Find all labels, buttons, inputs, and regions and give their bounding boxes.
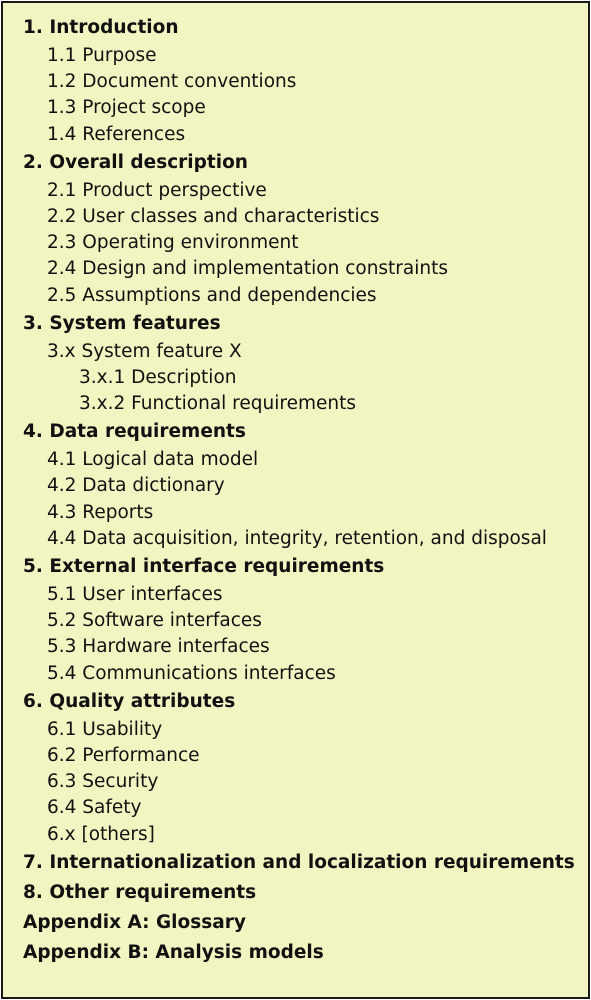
toc-item-safety: 6.4 Safety (47, 797, 142, 819)
toc-section-appendix-analysis-models: Appendix B: Analysis models (23, 941, 324, 963)
toc-item-functional-requirements: 3.x.2 Functional requirements (79, 393, 356, 415)
toc-section-internationalization: 7. Internationalization and localization requirements (23, 851, 575, 873)
toc-section-appendix-glossary: Appendix A: Glossary (23, 911, 246, 933)
toc-section-system-features: 3. System features (23, 312, 221, 334)
toc-section-other-requirements: 8. Other requirements (23, 881, 257, 903)
toc-section-external-interfaces: 5. External interface requirements (23, 556, 385, 577)
toc-section-overall-description: 2. Overall description (23, 151, 248, 173)
toc-item-reports: 4.3 Reports (47, 501, 154, 523)
toc-item-user-interfaces: 5.1 User interfaces (47, 584, 223, 605)
toc-item-references: 1.4 References (47, 123, 186, 145)
toc-section-introduction: 1. Introduction (23, 17, 179, 38)
toc-item-performance: 6.2 Performance (47, 744, 200, 766)
toc-item-design-constraints: 2.4 Design and implementation constraints (47, 258, 449, 280)
toc-panel (1, 1, 590, 999)
toc-item-data-dictionary: 4.2 Data dictionary (47, 475, 225, 497)
toc-item-security: 6.3 Security (47, 771, 159, 793)
toc-item-user-classes: 2.2 User classes and characteristics (47, 205, 380, 227)
toc-item-document-conventions: 1.2 Document conventions (47, 71, 297, 93)
toc-item-hardware-interfaces: 5.3 Hardware interfaces (47, 636, 270, 658)
toc-item-data-acquisition: 4.4 Data acquisition, integrity, retention, and disposal (47, 527, 547, 549)
toc-item-system-feature-x: 3.x System feature X (47, 340, 242, 362)
toc-item-feature-description: 3.x.1 Description (79, 366, 237, 388)
toc-item-product-perspective: 2.1 Product perspective (47, 179, 267, 201)
toc-item-usability: 6.1 Usability (47, 718, 163, 740)
toc-item-project-scope: 1.3 Project scope (47, 97, 206, 119)
toc-section-data-requirements: 4. Data requirements (23, 421, 246, 443)
toc-item-operating-environment: 2.3 Operating environment (47, 232, 299, 254)
toc-item-assumptions: 2.5 Assumptions and dependencies (47, 284, 377, 306)
toc-item-others: 6.x [others] (47, 823, 155, 845)
toc-section-quality-attributes: 6. Quality attributes (23, 690, 236, 712)
toc-item-logical-data-model: 4.1 Logical data model (47, 449, 259, 471)
toc-item-purpose: 1.1 Purpose (47, 45, 157, 66)
table-of-contents (23, 13, 578, 968)
toc-item-software-interfaces: 5.2 Software interfaces (47, 610, 262, 632)
toc-item-communications-interfaces: 5.4 Communications interfaces (47, 662, 336, 684)
